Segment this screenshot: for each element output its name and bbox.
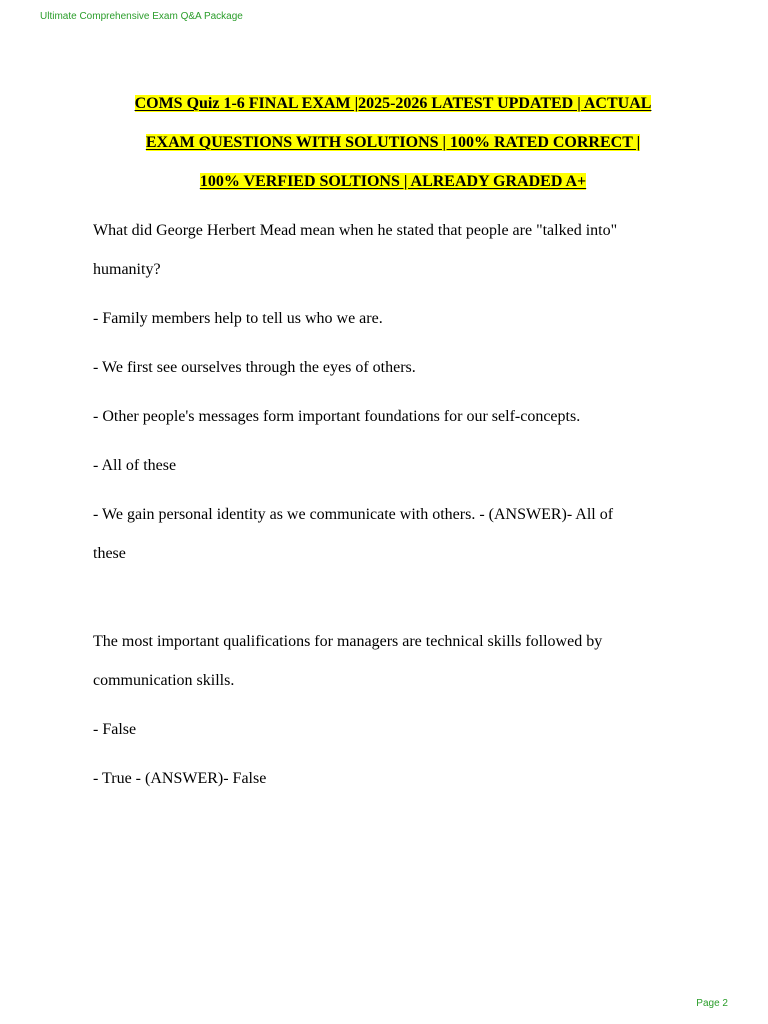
title-line-2: EXAM QUESTIONS WITH SOLUTIONS | 100% RATED CORRECT | xyxy=(145,134,641,151)
answer-option-with-answer-continued: these xyxy=(93,545,126,562)
title-line-3: 100% VERFIED SOLTIONS | ALREADY GRADED A+ xyxy=(199,173,587,190)
page-number: Page 2 xyxy=(696,998,728,1009)
question-1 xyxy=(93,211,693,573)
answer-option-with-answer: - We gain personal identity as we communicate with others. - (ANSWER)- All of xyxy=(93,506,614,523)
answer-option: - Other people's messages form important foundations for our self-concepts. xyxy=(93,408,581,425)
answer-option: - False xyxy=(93,721,137,738)
question-prompt: The most important qualifications for managers are technical skills followed by xyxy=(93,633,603,650)
answer-option-with-answer: - True - (ANSWER)- False xyxy=(93,770,267,787)
question-2 xyxy=(93,622,693,798)
question-prompt-continued: humanity? xyxy=(93,261,161,278)
answer-option: - Family members help to tell us who we are. xyxy=(93,310,383,327)
document-title xyxy=(93,84,693,201)
title-line-1: COMS Quiz 1-6 FINAL EXAM |2025-2026 LATEST UPDATED | ACTUAL xyxy=(134,95,652,112)
document-header-note: Ultimate Comprehensive Exam Q&A Package xyxy=(40,11,243,22)
question-prompt: What did George Herbert Mead mean when he stated that people are "talked into" xyxy=(93,222,618,239)
question-prompt-continued: communication skills. xyxy=(93,672,235,689)
answer-option: - All of these xyxy=(93,457,177,474)
document-body xyxy=(93,84,693,798)
answer-option: - We first see ourselves through the eyes of others. xyxy=(93,359,416,376)
